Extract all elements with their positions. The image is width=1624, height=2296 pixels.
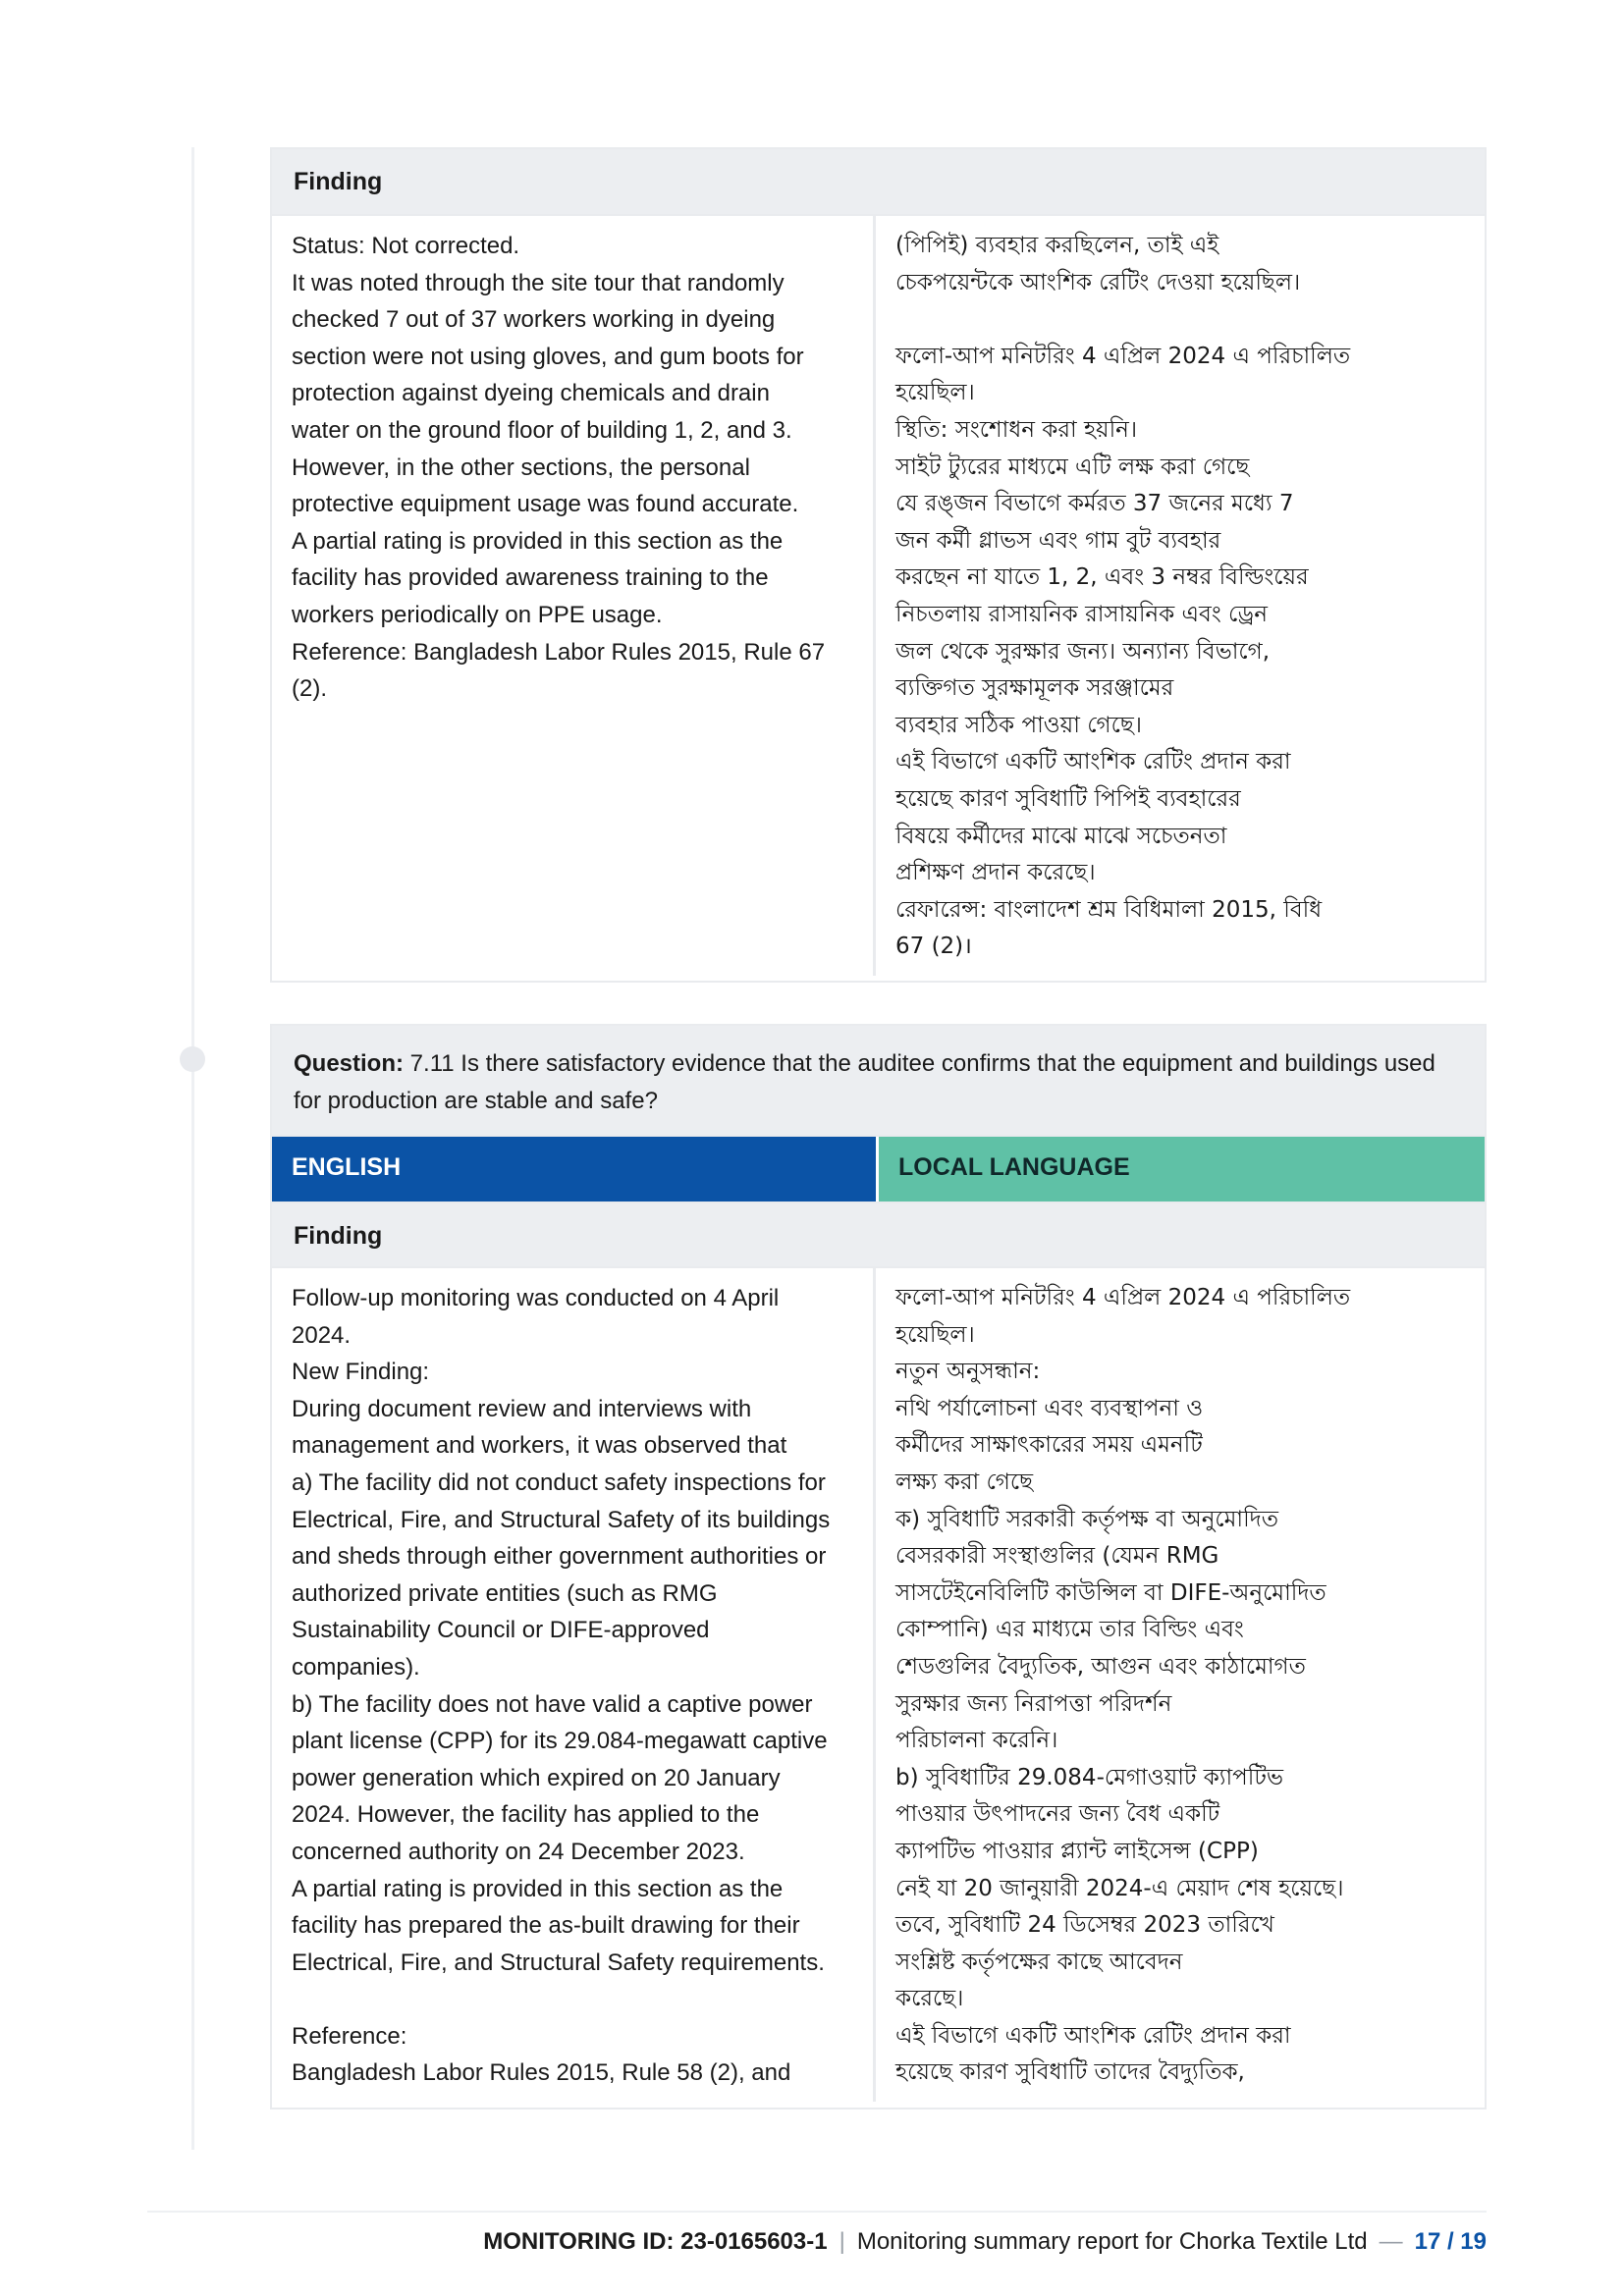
text-line: protective equipment usage was found accurate. [292, 491, 799, 518]
page-footer [483, 2228, 1487, 2256]
local-language-column-header: LOCAL LANGUAGE [876, 1137, 1485, 1201]
text-line: facility has provided awareness training to the [292, 564, 769, 592]
text-line: তবে, সুবিধাটি 24 ডিসেম্বর 2023 তারিখে [895, 1912, 1274, 1939]
timeline-line [191, 147, 194, 2150]
text-line: workers periodically on PPE usage. [292, 601, 663, 628]
text-line: b) সুবিধাটির 29.084-মেগাওয়াট ক্যাপটিভ [895, 1764, 1283, 1790]
text-line: কোম্পানি) এর মাধ্যমে তার বিল্ডিং এবং [895, 1617, 1244, 1643]
text-line: (পিপিই) ব্যবহার করছিলেন, তাই এই [895, 233, 1219, 258]
text-line: স্থিতি: সংশোধন করা হয়নি। [895, 416, 1138, 443]
text-line: Bangladesh Labor Rules 2015, Rule 58 (2), and [292, 2059, 791, 2087]
text-line: কর্মীদের সাক্ষাৎকারের সময় এমনটি [895, 1432, 1203, 1459]
text-line: জল থেকে সুরক্ষার জন্য। অন্যান্য বিভাগে, [895, 638, 1271, 665]
local-finding-text [876, 1268, 1485, 2102]
text-line: নিচতলায় রাসায়নিক রাসায়নিক এবং ড্রেন [895, 601, 1268, 627]
text-line: নথি পর্যালোচনা এবং ব্যবস্থাপনা ও [895, 1395, 1204, 1421]
text-line: Follow-up monitoring was conducted on 4 April [292, 1285, 780, 1311]
text-line: and sheds through either government authorities or [292, 1543, 827, 1571]
text-line: companies). [292, 1653, 420, 1681]
text-line: Electrical, Fire, and Structural Safety of its buildings [292, 1506, 831, 1533]
text-line: plant license (CPP) for its 29.084-megawatt captive [292, 1728, 828, 1755]
text-line: পাওয়ার উৎপাদনের জন্য বৈধ একটি [895, 1801, 1220, 1828]
text-line: এই বিভাগে একটি আংশিক রেটিং প্রদান করা [895, 2022, 1291, 2049]
text-line: জন কর্মী গ্লাভস এবং গাম বুট ব্যবহার [895, 527, 1221, 554]
text-line: লক্ষ্য করা গেছে [895, 1468, 1034, 1495]
text-line: সাইট ট্যুরের মাধ্যমে এটি লক্ষ করা গেছে [895, 454, 1250, 480]
english-column-header: ENGLISH [272, 1137, 876, 1201]
english-finding-text [272, 216, 876, 976]
english-finding-text [272, 1268, 876, 2102]
text-line: পরিচালনা করেনি। [895, 1728, 1058, 1754]
text-line: রেফারেন্স: বাংলাদেশ শ্রম বিধিমালা 2015, বিধি [895, 896, 1323, 923]
text-line: 67 (2)। [895, 934, 972, 960]
question-header [272, 1026, 1485, 1135]
text-line: শেডগুলির বৈদ্যুতিক, আগুন এবং কাঠামোগত [895, 1653, 1306, 1680]
text-line: Status: Not corrected. [292, 233, 520, 259]
text-line: এই বিভাগে একটি আংশিক রেটিং প্রদান করা [895, 749, 1291, 775]
text-line: সুরক্ষার জন্য নিরাপত্তা পরিদর্শন [895, 1690, 1172, 1717]
footer-separator: | [839, 2228, 845, 2255]
text-line: করছেন না যাতে 1, 2, এবং 3 নম্বর বিল্ডিংয়ের [895, 564, 1309, 591]
text-line: ব্যক্তিগত সুরক্ষামূলক সরঞ্জামের [895, 675, 1174, 702]
text-line: নেই যা 20 জানুয়ারী 2024-এ মেয়াদ শেষ হয়েছে। [895, 1875, 1344, 1901]
text-line: Reference: [292, 2022, 407, 2050]
finding-header: Finding [272, 1201, 1485, 1266]
text-line: management and workers, it was observed that [292, 1432, 787, 1460]
language-header-row [272, 1135, 1485, 1201]
text-line: New Finding: [292, 1359, 430, 1386]
question-text: 7.11 Is there satisfactory evidence that the auditee confirms that the equipment and buildings used for production are stable and safe? [294, 1050, 1435, 1114]
text-line: section were not using gloves, and gum boots for [292, 343, 804, 370]
finding-card-continued [270, 147, 1487, 983]
text-line: Electrical, Fire, and Structural Safety requirements. [292, 1949, 825, 1976]
footer-dash: — [1379, 2228, 1403, 2255]
text-line: প্রশিক্ষণ প্রদান করেছে। [895, 860, 1096, 886]
text-line: হয়েছে কারণ সুবিধাটি তাদের বৈদ্যুতিক, [895, 2059, 1245, 2086]
text-line: করেছে। [895, 1986, 964, 2012]
text-line: ক্যাপটিভ পাওয়ার প্ল্যান্ট লাইসেন্স (CPP) [895, 1838, 1259, 1864]
report-title: Monitoring summary report for Chorka Textile Ltd [856, 2228, 1368, 2255]
text-line: ক) সুবিধাটি সরকারী কর্তৃপক্ষ বা অনুমোদিত [895, 1506, 1279, 1532]
text-line: ফলো-আপ মনিটরিং 4 এপ্রিল 2024 এ পরিচালিত [895, 343, 1351, 369]
finding-columns [272, 214, 1485, 976]
text-line: A partial rating is provided in this section as the [292, 1875, 784, 1902]
text-line: authorized private entities (such as RMG [292, 1579, 718, 1607]
text-line: Sustainability Council or DIFE-approved [292, 1617, 710, 1644]
text-line [292, 1981, 853, 2018]
text-line: a) The facility did not conduct safety inspections for [292, 1468, 826, 1496]
text-line: ফলো-আপ মনিটরিং 4 এপ্রিল 2024 এ পরিচালিত [895, 1285, 1351, 1310]
text-line: সংশ্লিষ্ট কর্তৃপক্ষের কাছে আবেদন [895, 1949, 1183, 1975]
finding-header: Finding [272, 149, 1485, 214]
text-line: নতুন অনুসন্ধান: [895, 1359, 1041, 1385]
text-line: হয়েছে কারণ সুবিধাটি পিপিই ব্যবহারের [895, 785, 1241, 812]
page-number: 17 / 19 [1414, 2228, 1487, 2255]
text-line: 2024. However, the facility has applied to the [292, 1801, 760, 1829]
text-line: যে রঙ্জন বিভাগে কর্মরত 37 জনের মধ্যে 7 [895, 491, 1294, 517]
text-line: protection against dyeing chemicals and drain [292, 380, 770, 407]
text-line: বিষয়ে কর্মীদের মাঝে মাঝে সচেতনতা [895, 823, 1227, 849]
text-line: সাসটেইনেবিলিটি কাউন্সিল বা DIFE-অনুমোদিত [895, 1579, 1326, 1606]
timeline-dot [180, 1046, 205, 1072]
text-line: power generation which expired on 20 January [292, 1764, 781, 1791]
text-line: চেকপয়েন্টকে আংশিক রেটিং দেওয়া হয়েছিল। [895, 269, 1301, 295]
monitoring-id: MONITORING ID: 23-0165603-1 [483, 2228, 828, 2255]
text-line: A partial rating is provided in this section as the [292, 527, 784, 555]
text-line: হয়েছিল। [895, 1321, 975, 1348]
text-line: concerned authority on 24 December 2023. [292, 1838, 745, 1865]
text-line: 2024. [292, 1321, 352, 1349]
finding-columns [272, 1266, 1485, 2102]
text-line: হয়েছিল। [895, 380, 975, 406]
footer-divider [147, 2211, 1487, 2213]
text-line: (2). [292, 675, 327, 703]
text-line: facility has prepared the as-built drawing for their [292, 1912, 800, 1940]
question-label: Question: [294, 1050, 404, 1077]
text-line: During document review and interviews with [292, 1395, 752, 1422]
text-line: ব্যবহার সঠিক পাওয়া গেছে। [895, 712, 1143, 738]
text-line: It was noted through the site tour that randomly [292, 269, 785, 296]
text-line: বেসরকারী সংস্থাগুলির (যেমন RMG [895, 1543, 1219, 1570]
local-finding-text [876, 216, 1485, 976]
text-line: water on the ground floor of building 1, 2, and 3. [292, 416, 792, 444]
text-line [895, 301, 1465, 339]
text-line: b) The facility does not have valid a captive power [292, 1690, 813, 1718]
text-line: checked 7 out of 37 workers working in dyeing [292, 306, 776, 334]
question-card-7-11 [270, 1024, 1487, 2109]
text-line: However, in the other sections, the personal [292, 454, 750, 481]
text-line: Reference: Bangladesh Labor Rules 2015, Rule 67 [292, 638, 826, 666]
